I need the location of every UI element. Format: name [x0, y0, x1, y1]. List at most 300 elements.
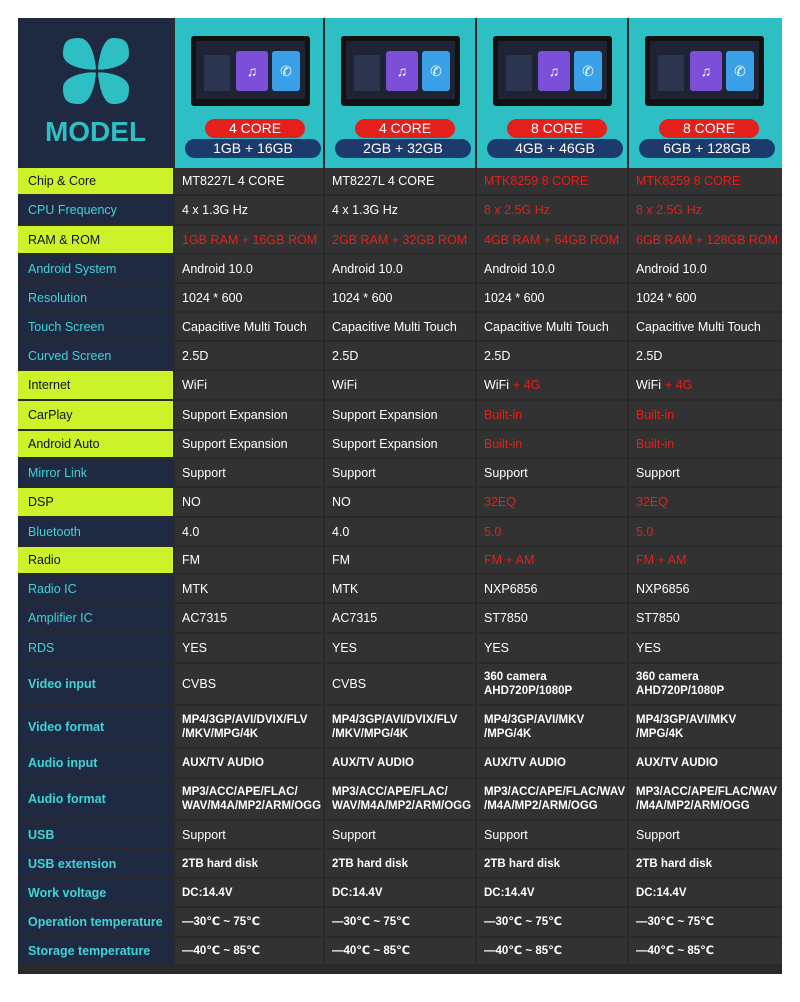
spec-cell	[325, 634, 475, 662]
spec-cell	[325, 664, 475, 704]
table-row	[18, 168, 782, 196]
spec-value: MTK	[182, 581, 209, 596]
spec-cell	[175, 706, 323, 747]
spec-value: 1024 * 600	[332, 290, 393, 305]
spec-cell	[477, 547, 627, 573]
row-label: Work voltage	[18, 879, 173, 906]
spec-value: 5.0	[636, 524, 654, 539]
spec-value: YES	[332, 641, 358, 655]
spec-cell	[325, 459, 475, 486]
spec-cell	[629, 850, 782, 877]
head-unit-image	[191, 36, 310, 106]
spec-cell	[175, 255, 323, 282]
spec-value: —40℃ ~ 85℃	[182, 945, 261, 957]
row-label: Curved Screen	[18, 342, 173, 369]
spec-cell	[477, 488, 627, 516]
table-row	[18, 879, 782, 908]
music-note-icon: ♫	[246, 63, 258, 79]
spec-value: —40℃ ~ 85℃	[484, 945, 563, 957]
spec-value: MT8227L 4 CORE	[182, 174, 285, 188]
spec-value: Support	[332, 465, 376, 480]
spec-value: 4.0	[332, 524, 350, 539]
comparison-table	[18, 18, 782, 974]
spec-value: Support	[636, 827, 680, 842]
spec-value: —30℃ ~ 75℃	[484, 916, 563, 928]
spec-cell	[629, 255, 782, 282]
device-screen	[650, 41, 759, 99]
row-label: Operation temperature	[18, 908, 173, 936]
spec-cell	[477, 908, 627, 936]
spec-value: Support	[484, 827, 528, 842]
spec-cell	[325, 821, 475, 848]
spec-cell	[325, 575, 475, 602]
spec-value: WiFi	[636, 378, 661, 392]
model-column-header	[175, 18, 323, 168]
spec-cell	[629, 518, 782, 545]
device-screen	[196, 41, 305, 99]
spec-value: MP4/3GP/AVI/DVIX/FLV /MKV/MPG/4K	[182, 713, 308, 740]
spec-cell	[325, 706, 475, 747]
spec-value: 8 x 2.5G Hz	[484, 203, 550, 217]
spec-extra: + 4G	[513, 378, 541, 392]
spec-value: AUX/TV AUDIO	[182, 757, 264, 769]
spec-cell	[477, 401, 627, 429]
spec-cell	[325, 284, 475, 311]
spec-cell	[175, 850, 323, 877]
head-unit-image	[341, 36, 460, 106]
storage-badge: 4GB + 46GB	[487, 139, 623, 158]
spec-value: 6GB RAM + 128GB ROM	[636, 232, 779, 247]
spec-cell	[175, 575, 323, 602]
storage-badge: 2GB + 32GB	[335, 139, 471, 158]
spec-value: WiFi	[182, 378, 207, 392]
spec-cell	[325, 518, 475, 545]
spec-value: Android 10.0	[636, 261, 707, 276]
spec-value: 2.5D	[182, 348, 209, 363]
spec-cell	[175, 908, 323, 936]
spec-value: AUX/TV AUDIO	[636, 757, 718, 769]
spec-cell	[175, 634, 323, 662]
spec-cell	[175, 226, 323, 253]
spec-cell	[629, 575, 782, 602]
phone-icon: ✆	[280, 63, 292, 79]
spec-cell	[325, 401, 475, 429]
spec-value: 2TB hard disk	[636, 857, 713, 870]
spec-cell	[175, 431, 323, 457]
phone-link-tile	[726, 51, 754, 91]
spec-value: 5.0	[484, 524, 502, 539]
table-row	[18, 575, 782, 604]
spec-value: MP4/3GP/AVI/MKV /MPG/4K	[636, 713, 737, 740]
phone-link-tile	[422, 51, 450, 91]
spec-cell	[629, 284, 782, 311]
spec-value: MTK	[332, 581, 359, 596]
clock-tile	[658, 55, 684, 91]
spec-cell	[477, 168, 627, 194]
spec-cell	[325, 908, 475, 936]
spec-value: AC7315	[332, 611, 378, 625]
table-row	[18, 547, 782, 575]
spec-value: 32EQ	[636, 495, 668, 509]
spec-cell	[175, 749, 323, 777]
clock-tile	[506, 55, 532, 91]
clock-tile	[354, 55, 380, 91]
spec-value: DC:14.4V	[332, 886, 383, 899]
spec-value: NO	[182, 495, 201, 509]
spec-value: Built-in	[484, 437, 523, 451]
core-badge: 4 CORE	[355, 119, 455, 138]
spec-value: —40℃ ~ 85℃	[332, 945, 411, 957]
spec-cell	[325, 255, 475, 282]
core-badge: 4 CORE	[205, 119, 305, 138]
spec-cell	[325, 342, 475, 369]
table-row	[18, 604, 782, 634]
spec-value: 360 camera AHD720P/1080P	[636, 671, 725, 697]
row-label: Touch Screen	[18, 313, 173, 340]
model-column-header	[325, 18, 475, 168]
phone-icon: ✆	[734, 63, 746, 79]
spec-cell	[477, 664, 627, 704]
spec-value: DC:14.4V	[636, 886, 687, 899]
spec-extra: + 4G	[665, 378, 693, 392]
spec-value: —30℃ ~ 75℃	[182, 916, 261, 928]
spec-cell	[629, 664, 782, 704]
spec-value: DC:14.4V	[182, 886, 233, 899]
spec-cell	[175, 879, 323, 906]
model-title: MODEL	[44, 116, 147, 147]
spec-value: Support Expansion	[332, 408, 438, 422]
spec-value: MP3/ACC/APE/FLAC/ WAV/M4A/MP2/ARM/OGG	[332, 786, 472, 812]
spec-cell	[325, 313, 475, 340]
spec-value: 2TB hard disk	[332, 857, 409, 870]
core-badge: 8 CORE	[507, 119, 607, 138]
spec-cell	[175, 342, 323, 369]
head-unit-image	[645, 36, 764, 106]
row-label: Audio format	[18, 779, 173, 819]
device-screen	[346, 41, 455, 99]
row-label: Storage temperature	[18, 938, 173, 964]
spec-value: 1024 * 600	[636, 290, 697, 305]
spec-value: NO	[332, 495, 351, 509]
spec-value: Support Expansion	[332, 437, 438, 451]
spec-value: 2TB hard disk	[182, 857, 259, 870]
spec-cell	[175, 168, 323, 194]
table-row	[18, 850, 782, 879]
table-row	[18, 371, 782, 401]
row-label: Video format	[18, 706, 173, 747]
spec-value: WiFi	[484, 378, 509, 392]
spec-cell	[477, 749, 627, 777]
spec-value: 1024 * 600	[484, 290, 545, 305]
spec-cell	[325, 547, 475, 573]
spec-cell	[629, 401, 782, 429]
row-label: Video input	[18, 664, 173, 704]
spec-value: 4GB RAM + 64GB ROM	[484, 232, 620, 247]
storage-badge: 1GB + 16GB	[185, 139, 321, 158]
spec-cell	[325, 749, 475, 777]
phone-icon: ✆	[582, 63, 594, 79]
spec-value: Support	[182, 827, 226, 842]
table-row	[18, 255, 782, 284]
music-note-icon: ♫	[396, 63, 408, 79]
spec-value: 2.5D	[332, 348, 359, 363]
spec-cell	[629, 879, 782, 906]
row-label: Android System	[18, 255, 173, 282]
row-label: CPU Frequency	[18, 196, 173, 224]
spec-cell	[325, 226, 475, 253]
clock-tile	[204, 55, 230, 91]
spec-value: MP3/ACC/APE/FLAC/WAV /M4A/MP2/ARM/OGG	[636, 786, 777, 812]
spec-value: DC:14.4V	[484, 886, 535, 899]
spec-value: Android 10.0	[332, 261, 403, 276]
device-screen	[498, 41, 607, 99]
table-row	[18, 488, 782, 518]
row-label: Bluetooth	[18, 518, 173, 545]
row-label: Radio IC	[18, 575, 173, 602]
spec-value: AC7315	[182, 611, 228, 625]
spec-value: ST7850	[484, 611, 528, 625]
spec-cell	[477, 342, 627, 369]
spec-cell	[477, 604, 627, 632]
row-label: USB extension	[18, 850, 173, 877]
table-row	[18, 431, 782, 459]
spec-value: MTK8259 8 CORE	[636, 174, 741, 188]
table-row	[18, 459, 782, 488]
spec-cell	[629, 313, 782, 340]
spec-value: CVBS	[332, 677, 367, 691]
spec-cell	[477, 879, 627, 906]
spec-value: MTK8259 8 CORE	[484, 174, 589, 188]
row-label: Android Auto	[18, 431, 173, 457]
spec-cell	[175, 779, 323, 819]
spec-cell	[629, 706, 782, 747]
spec-cell	[477, 284, 627, 311]
spec-value: 2.5D	[636, 348, 663, 363]
spec-value: NXP6856	[484, 581, 538, 596]
spec-value: ST7850	[636, 611, 680, 625]
spec-cell	[325, 431, 475, 457]
model-column-header	[629, 18, 782, 168]
table-row	[18, 821, 782, 850]
spec-cell	[477, 431, 627, 457]
spec-cell	[629, 226, 782, 253]
table-row	[18, 284, 782, 313]
spec-value: Capacitive Multi Touch	[636, 319, 761, 334]
core-badge: 8 CORE	[659, 119, 759, 138]
spec-cell	[477, 459, 627, 486]
table-row	[18, 226, 782, 255]
row-label: Resolution	[18, 284, 173, 311]
storage-badge: 6GB + 128GB	[639, 139, 775, 158]
table-row	[18, 313, 782, 342]
spec-cell	[477, 938, 627, 964]
spec-cell	[629, 459, 782, 486]
spec-cell	[175, 313, 323, 340]
spec-value: AUX/TV AUDIO	[484, 757, 566, 769]
table-row	[18, 664, 782, 706]
table-row	[18, 938, 782, 966]
spec-cell	[325, 371, 475, 399]
spec-value: Support	[636, 465, 680, 480]
table-row	[18, 706, 782, 749]
head-unit-image	[493, 36, 612, 106]
spec-cell	[175, 284, 323, 311]
spec-value: Built-in	[484, 408, 523, 422]
spec-cell	[477, 779, 627, 819]
spec-cell	[629, 371, 782, 399]
music-note-icon: ♫	[548, 63, 560, 79]
spec-value: Capacitive Multi Touch	[484, 319, 609, 334]
spec-cell	[477, 255, 627, 282]
spec-value: Android 10.0	[484, 261, 555, 276]
spec-value: FM	[182, 553, 201, 567]
spec-cell	[477, 371, 627, 399]
four-leaf-clover-icon	[61, 36, 131, 106]
spec-value: YES	[636, 641, 662, 655]
spec-value: MP4/3GP/AVI/MKV /MPG/4K	[484, 713, 585, 740]
row-label: Audio input	[18, 749, 173, 777]
spec-value: Capacitive Multi Touch	[332, 319, 457, 334]
spec-value: 1024 * 600	[182, 290, 243, 305]
phone-icon: ✆	[430, 63, 442, 79]
table-header	[18, 18, 782, 168]
table-row	[18, 196, 782, 226]
spec-value: 2GB RAM + 32GB ROM	[332, 232, 468, 247]
spec-value: 1GB RAM + 16GB ROM	[182, 232, 318, 247]
table-row	[18, 634, 782, 664]
spec-cell	[629, 431, 782, 457]
spec-value: MP3/ACC/APE/FLAC/WAV /M4A/MP2/ARM/OGG	[484, 786, 625, 812]
spec-value: Support Expansion	[182, 408, 288, 422]
spec-cell	[477, 313, 627, 340]
spec-cell	[175, 459, 323, 486]
spec-cell	[175, 664, 323, 704]
row-label: Chip & Core	[18, 168, 173, 194]
spec-value: Support	[182, 465, 226, 480]
row-label: Amplifier IC	[18, 604, 173, 632]
spec-cell	[477, 706, 627, 747]
spec-value: 8 x 2.5G Hz	[636, 203, 702, 217]
spec-cell	[629, 488, 782, 516]
row-label: Internet	[18, 371, 173, 399]
spec-cell	[629, 547, 782, 573]
spec-cell	[477, 634, 627, 662]
spec-cell	[175, 938, 323, 964]
row-label: RAM & ROM	[18, 226, 173, 253]
row-label: RDS	[18, 634, 173, 662]
spec-cell	[175, 518, 323, 545]
spec-cell	[325, 168, 475, 194]
spec-cell	[175, 821, 323, 848]
music-tile	[538, 51, 570, 91]
spec-cell	[175, 401, 323, 429]
spec-cell	[629, 604, 782, 632]
spec-cell	[629, 342, 782, 369]
spec-value: 4 x 1.3G Hz	[332, 203, 398, 217]
model-column-header	[477, 18, 627, 168]
spec-cell	[629, 908, 782, 936]
spec-cell	[175, 604, 323, 632]
spec-cell	[629, 779, 782, 819]
spec-cell	[477, 196, 627, 224]
spec-cell	[325, 488, 475, 516]
phone-link-tile	[272, 51, 300, 91]
phone-link-tile	[574, 51, 602, 91]
spec-value: 2TB hard disk	[484, 857, 561, 870]
spec-value: 360 camera AHD720P/1080P	[484, 671, 573, 697]
spec-value: CVBS	[182, 677, 217, 691]
row-label: CarPlay	[18, 401, 173, 429]
row-label: DSP	[18, 488, 173, 516]
row-label: Radio	[18, 547, 173, 573]
spec-cell	[175, 371, 323, 399]
model-header-cell	[18, 18, 173, 168]
spec-value: Capacitive Multi Touch	[182, 319, 307, 334]
spec-cell	[175, 547, 323, 573]
spec-value: 2.5D	[484, 348, 511, 363]
spec-value: WiFi	[332, 378, 357, 392]
spec-value: MP4/3GP/AVI/DVIX/FLV /MKV/MPG/4K	[332, 713, 458, 740]
spec-value: —30℃ ~ 75℃	[636, 916, 715, 928]
spec-value: —30℃ ~ 75℃	[332, 916, 411, 928]
spec-cell	[325, 196, 475, 224]
table-row	[18, 779, 782, 821]
music-tile	[386, 51, 418, 91]
spec-cell	[325, 850, 475, 877]
spec-cell	[629, 938, 782, 964]
music-tile	[690, 51, 722, 91]
spec-value: NXP6856	[636, 581, 690, 596]
spec-cell	[175, 196, 323, 224]
table-row	[18, 908, 782, 938]
spec-value: 4.0	[182, 524, 200, 539]
spec-value: 4 x 1.3G Hz	[182, 203, 248, 217]
spec-cell	[629, 749, 782, 777]
spec-value: FM + AM	[484, 553, 535, 567]
spec-value: MP3/ACC/APE/FLAC/ WAV/M4A/MP2/ARM/OGG	[182, 786, 322, 812]
spec-cell	[629, 196, 782, 224]
spec-cell	[629, 634, 782, 662]
spec-value: MT8227L 4 CORE	[332, 174, 435, 188]
spec-cell	[325, 779, 475, 819]
spec-cell	[629, 821, 782, 848]
spec-value: FM	[332, 553, 351, 567]
spec-value: FM + AM	[636, 553, 687, 567]
spec-cell	[325, 938, 475, 964]
spec-cell	[477, 821, 627, 848]
spec-cell	[477, 518, 627, 545]
spec-value: Android 10.0	[182, 261, 253, 276]
spec-value: Built-in	[636, 437, 675, 451]
row-label: Mirror Link	[18, 459, 173, 486]
spec-value: Support Expansion	[182, 437, 288, 451]
spec-cell	[325, 879, 475, 906]
spec-value: Support	[332, 827, 376, 842]
row-label: USB	[18, 821, 173, 848]
spec-value: YES	[182, 641, 208, 655]
spec-value: 32EQ	[484, 495, 516, 509]
table-row	[18, 342, 782, 371]
spec-cell	[477, 226, 627, 253]
spec-cell	[325, 604, 475, 632]
spec-cell	[175, 488, 323, 516]
spec-value: Support	[484, 465, 528, 480]
spec-value: AUX/TV AUDIO	[332, 757, 414, 769]
spec-value: Built-in	[636, 408, 675, 422]
table-row	[18, 749, 782, 779]
table-row	[18, 518, 782, 547]
spec-cell	[477, 850, 627, 877]
